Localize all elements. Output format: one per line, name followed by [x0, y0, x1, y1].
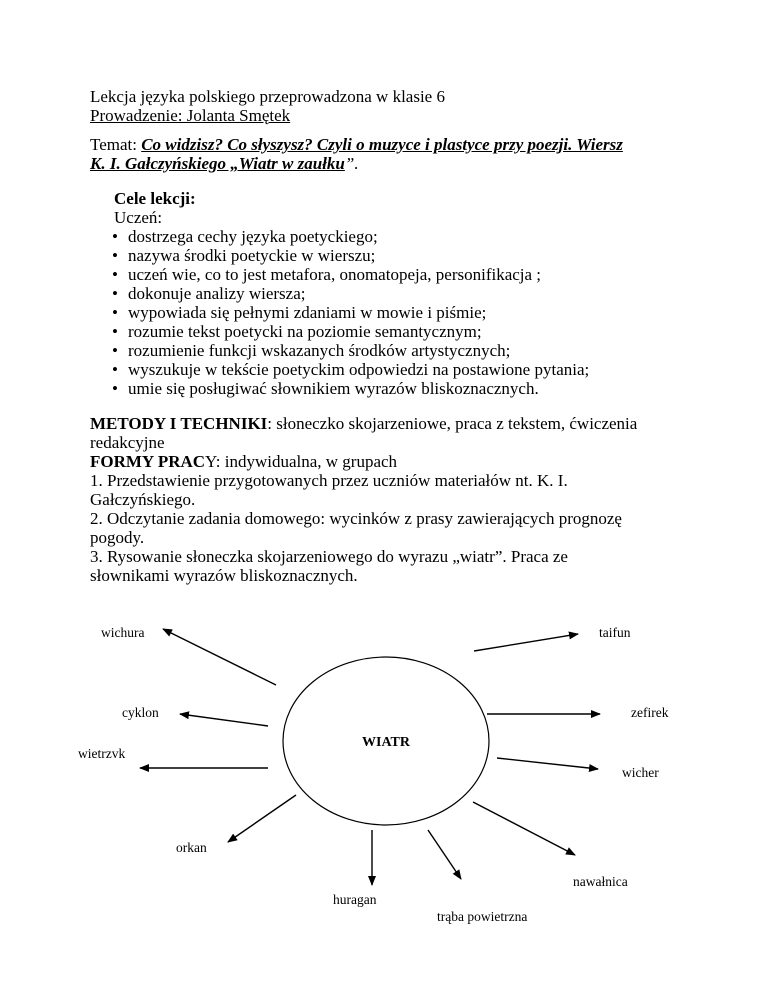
methods-text: : słoneczko skojarzeniowe, praca z tekstem, ćwiczenia	[267, 414, 638, 433]
teacher-line: Prowadzenie: Jolanta Smętek	[90, 106, 291, 125]
bullet-icon: •	[112, 341, 118, 360]
objectives-subject: Uczeń:	[114, 208, 163, 227]
objective-text: dostrzega cechy języka poetyckiego;	[128, 227, 378, 246]
arrow-wichura	[163, 629, 276, 685]
bullet-icon: •	[112, 303, 118, 322]
arrow-wicher	[497, 758, 598, 769]
topic-title-1: Co widzisz? Co słyszysz? Czyli o muzyce i plastyce przy poezji. Wiersz	[141, 135, 623, 154]
objective-text: wypowiada się pełnymi zdaniami w mowie i piśmie;	[128, 303, 487, 322]
arrow-nawalnica	[473, 802, 575, 855]
objective-text: uczeń wie, co to jest metafora, onomatopeja, personifikacja ;	[128, 265, 542, 284]
arrow-taifun	[474, 634, 578, 651]
bullet-icon: •	[112, 360, 118, 379]
bullet-icon: •	[112, 246, 118, 265]
step-2-line-1: 2. Odczytanie zadania domowego: wycinków z prasy zawierających prognozę	[90, 509, 622, 528]
step-3-line-1: 3. Rysowanie słoneczka skojarzeniowego do wyrazu „wiatr”. Praca ze	[90, 547, 568, 566]
bullet-icon: •	[112, 322, 118, 341]
objective-text: dokonuje analizy wiersza;	[128, 284, 306, 303]
word-orkan: orkan	[176, 840, 207, 855]
word-nawalnica: nawałnica	[573, 874, 628, 889]
methods-line-2: redakcyjne	[90, 433, 165, 452]
word-wicher: wicher	[622, 765, 659, 780]
bullet-icon: •	[112, 227, 118, 246]
word-wietrzvk: wietrzvk	[78, 746, 126, 761]
methods-label: METODY I TECHNIKI	[90, 414, 268, 433]
word-zefirek: zefirek	[631, 705, 669, 720]
step-3-line-2: słownikami wyrazów bliskoznacznych.	[90, 566, 358, 585]
step-1-line-2: Gałczyńskiego.	[90, 490, 196, 509]
bullet-icon: •	[112, 379, 118, 398]
word-huragan: huragan	[333, 892, 377, 907]
bullet-icon: •	[112, 265, 118, 284]
objective-text: nazywa środki poetyckie w wierszu;	[128, 246, 376, 265]
step-2-line-2: pogody.	[90, 528, 145, 547]
word-traba: trąba powietrzna	[437, 909, 528, 924]
word-taifun: taifun	[599, 625, 631, 640]
objective-text: rozumie tekst poetycki na poziomie semantycznym;	[128, 322, 482, 341]
objective-text: rozumienie funkcji wskazanych środków artystycznych;	[128, 341, 511, 360]
step-1-line-1: 1. Przedstawienie przygotowanych przez uczniów materiałów nt. K. I.	[90, 471, 568, 490]
arrow-cyklon	[180, 714, 268, 726]
topic-title-2: K. I. Gałczyńskiego „Wiatr w zaułku	[90, 154, 345, 173]
forms-label: FORMY PRAC	[90, 452, 206, 471]
lesson-title: Lekcja języka polskiego przeprowadzona w klasie 6	[90, 87, 445, 106]
forms-text: : indywidualna, w grupach	[215, 452, 398, 471]
objectives-heading: Cele lekcji:	[114, 189, 196, 208]
forms-label-rest: Y	[205, 452, 216, 471]
center-word: WIATR	[362, 735, 410, 750]
topic-title-end: ”.	[344, 154, 359, 173]
arrow-orkan	[228, 795, 296, 842]
objective-text: umie się posługiwać słownikiem wyrazów bliskoznacznych.	[128, 379, 539, 398]
arrow-traba	[428, 830, 461, 879]
word-cyklon: cyklon	[122, 705, 159, 720]
objective-text: wyszukuje w tekście poetyckim odpowiedzi na postawione pytania;	[128, 360, 590, 379]
word-wichura: wichura	[101, 625, 145, 640]
topic-prefix: Temat:	[90, 135, 142, 154]
bullet-icon: •	[112, 284, 118, 303]
